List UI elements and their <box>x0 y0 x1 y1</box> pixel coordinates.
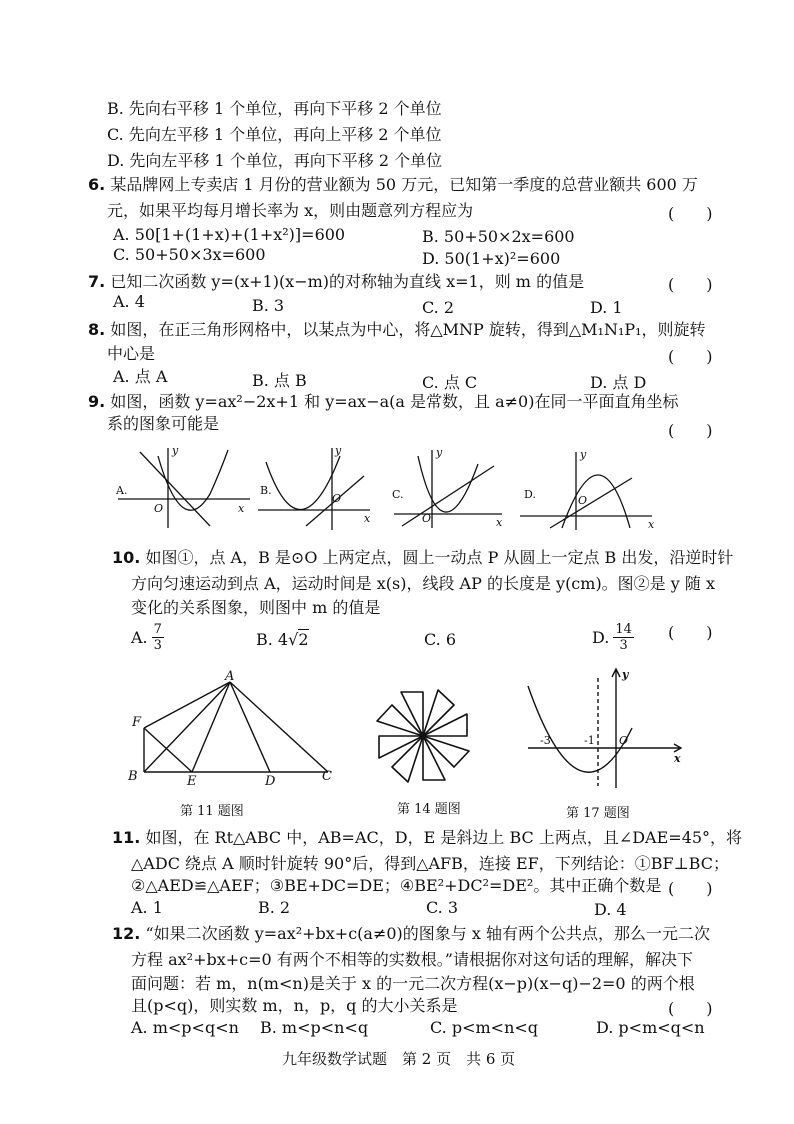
q9-number: 9. <box>88 392 106 411</box>
q11-option-b: B. 2 <box>258 898 291 917</box>
q6-stem-line1 <box>88 175 698 195</box>
q7-text-1: 已知二次函数 y=(x+1)(x−m)的对称轴为直线 x=1，则 m 的值是 <box>110 272 585 291</box>
q12-text-4: 且(p<q)，则实数 m，n，p，q 的大小关系是 <box>131 996 458 1015</box>
q9-d-label: D. <box>524 488 536 501</box>
fig14-pinwheel <box>368 688 478 784</box>
q7-stem-line1 <box>88 272 584 292</box>
fig11-seg-ae <box>192 682 230 772</box>
q7-option-a: A. 4 <box>113 292 145 311</box>
q10-d-denominator: 3 <box>619 638 628 653</box>
q12-option-d: D. p<m<q<n <box>596 1018 705 1037</box>
q8-text-2: 中心是 <box>107 344 156 363</box>
fig17-graph <box>520 664 690 792</box>
q12-number: 12. <box>112 924 141 943</box>
q8-option-c: C. 点 C <box>422 373 478 392</box>
q9-stem-line1 <box>88 392 678 412</box>
q6-option-a: A. 50[1+(1+x)+(1+x²)]=600 <box>113 225 346 244</box>
q10-a-fraction <box>152 622 164 653</box>
q10-d-prefix: D. <box>592 628 610 647</box>
fig17-y-label: y <box>622 668 629 681</box>
q9-b-parabola <box>266 456 340 510</box>
q12-option-a: A. m<p<q<n <box>131 1018 239 1037</box>
fig11-label-f: F <box>132 715 142 730</box>
q7-option-c: C. 2 <box>422 298 455 317</box>
q9-graphs <box>110 442 670 530</box>
q9-c-parabola <box>418 456 478 512</box>
q9-text-2: 系的图象可能是 <box>107 414 220 433</box>
q9-a-label: A. <box>116 484 128 497</box>
q12-option-c: C. p<m<n<q <box>430 1018 539 1037</box>
q9-d-x-label: x <box>648 518 655 530</box>
fig11-label-b: B <box>128 769 138 784</box>
q10-option-c: C. 6 <box>424 630 457 649</box>
q11-option-d: D. 4 <box>594 900 627 919</box>
fig17-tick-m3: -3 <box>540 734 551 747</box>
q9-a-line <box>140 452 210 526</box>
fig11-seg-ad <box>230 682 270 772</box>
q9-text-1: 如图，函数 y=ax²−2x+1 和 y=ax−a(a 是常数，且 a≠0)在同一平面直角坐标 <box>110 392 679 411</box>
q6-option-d: D. 50(1+x)²=600 <box>422 249 561 268</box>
q10-answer-paren: ( ) <box>668 623 713 642</box>
q6-text-1: 某品牌网上专卖店 1 月份的营业额为 50 万元，已知第一季度的总营业额共 600 万 <box>110 175 698 194</box>
q6-answer-paren: ( ) <box>668 204 713 223</box>
q9-d-y-label: y <box>580 448 587 461</box>
q6-option-b: B. 50+50×2x=600 <box>422 227 575 246</box>
q12-option-b: B. m<p<n<q <box>260 1018 369 1037</box>
q10-text-1: 如图①，点 A，B 是⊙O 上两定点，圆上一动点 P 从圆上一定点 B 出发，沿逆时针 <box>145 548 734 567</box>
q11-text-2: △ADC 绕点 A 顺时针旋转 90°后，得到△AFB，连接 EF，下列结论：①BF⊥BC； <box>131 854 729 873</box>
q10-option-b <box>256 630 309 649</box>
q9-c-label: C. <box>392 488 404 501</box>
q5-option-c: C. 先向左平移 1 个单位，再向上平移 2 个单位 <box>107 125 442 144</box>
fig11-caption: 第 11 题图 <box>180 804 244 819</box>
q11-text-1: 如图，在 Rt△ABC 中，AB=AC，D，E 是斜边上 BC 上两点，且∠DAE=45°，将 <box>145 828 743 847</box>
q11-stem-line1 <box>112 828 742 848</box>
q12-text-2: 方程 ax²+bx+c=0 有两个不相等的实数根。”请根据你对这句话的理解，解决下 <box>131 950 693 969</box>
q9-d-line <box>550 478 632 528</box>
q11-number: 11. <box>112 828 141 847</box>
q8-text-1: 如图，在正三角形网格中，以某点为中心，将△MNP 旋转，得到△M₁N₁P₁，则旋转 <box>110 320 706 339</box>
fig11-triangle <box>124 668 346 786</box>
q10-d-fraction <box>613 622 634 653</box>
q10-option-d <box>592 622 634 653</box>
q9-graph-d <box>520 452 652 530</box>
fig17-tick-m1: -1 <box>584 734 595 747</box>
q9-c-origin: O <box>422 512 432 525</box>
q9-graph-a <box>118 448 250 528</box>
q9-b-origin: O <box>332 492 342 505</box>
sqrt-icon: √ <box>288 630 299 649</box>
q7-option-b: B. 3 <box>252 296 285 315</box>
q9-c-line <box>402 466 494 526</box>
q9-a-x-label: x <box>238 502 245 515</box>
q5-option-d: D. 先向左平移 1 个单位，再向下平移 2 个单位 <box>107 151 443 170</box>
q7-answer-paren: ( ) <box>668 275 713 294</box>
q9-b-label: B. <box>260 484 272 497</box>
q9-b-y-label: y <box>335 444 342 457</box>
fig11-label-c: C <box>322 769 332 784</box>
q9-graph-b <box>258 448 370 530</box>
q10-b-prefix: B. 4 <box>256 630 289 649</box>
q12-text-3: 面问题：若 m，n(m<n)是关于 x 的一元二次方程(x−p)(x−q)−2=0 的两个根 <box>131 974 695 993</box>
q7-option-d: D. 1 <box>590 298 623 317</box>
q10-stem-line1 <box>112 548 733 568</box>
q7-number: 7. <box>88 272 106 291</box>
fig17-caption: 第 17 题图 <box>566 806 630 821</box>
q9-c-y-label: y <box>436 446 443 459</box>
q9-b-x-label: x <box>364 512 371 525</box>
q6-number: 6. <box>88 175 106 194</box>
q11-text-3: ②△AED≌△AEF；③BE+DC=DE；④BE²+DC²=DE²。其中正确个数是 <box>131 876 662 895</box>
q9-graph-c <box>394 450 502 528</box>
q8-number: 8. <box>88 320 106 339</box>
q8-option-d: D. 点 D <box>590 373 647 392</box>
q10-option-a <box>131 622 164 653</box>
q12-stem-line1 <box>112 924 710 944</box>
q11-answer-paren: ( ) <box>668 879 713 898</box>
q10-text-2: 方向匀速运动到点 A，运动时间是 x(s)，线段 AP 的长度是 y(cm)。图②是 y 随 x <box>131 574 716 593</box>
q11-option-c: C. 3 <box>426 898 459 917</box>
q10-a-denominator: 3 <box>153 638 162 653</box>
q6-text-2: 元，如果平均每月增长率为 x，则由题意列方程应为 <box>107 201 474 220</box>
q5-option-b: B. 先向右平移 1 个单位，再向下平移 2 个单位 <box>107 99 442 118</box>
page-footer: 九年级数学试题 第 2 页 共 6 页 <box>282 1050 516 1068</box>
q8-option-a: A. 点 A <box>113 367 168 386</box>
fig14-caption: 第 14 题图 <box>397 802 461 817</box>
q10-b-radicand: 2 <box>298 630 309 649</box>
fig11-label-e: E <box>187 774 197 786</box>
q8-option-b: B. 点 B <box>252 371 307 390</box>
q9-d-parabola <box>562 475 630 528</box>
q8-stem-line1 <box>88 320 706 340</box>
fig11-seg-fa <box>144 682 230 728</box>
q8-answer-paren: ( ) <box>668 347 713 366</box>
fig17-origin: O <box>619 734 629 747</box>
fig11-label-d: D <box>265 774 276 786</box>
q12-text-1: “如果二次函数 y=ax²+bx+c(a≠0)的图象与 x 轴有两个公共点，那么一元二次 <box>145 924 710 943</box>
q9-d-origin: O <box>578 494 588 507</box>
q9-answer-paren: ( ) <box>668 421 713 440</box>
q9-a-origin: O <box>154 502 164 515</box>
q9-c-x-label: x <box>496 516 503 529</box>
q9-a-y-label: y <box>172 444 179 457</box>
q10-a-prefix: A. <box>131 628 148 647</box>
fig11-side-ac <box>230 682 328 772</box>
q11-option-a: A. 1 <box>131 898 163 917</box>
fig17-x-label: x <box>674 752 681 765</box>
fig11-side-ab <box>144 682 230 772</box>
q10-d-numerator: 14 <box>615 622 632 637</box>
q6-option-c: C. 50+50×3x=600 <box>113 245 266 264</box>
q12-answer-paren: ( ) <box>668 999 713 1018</box>
q10-a-numerator: 7 <box>153 622 162 637</box>
fig11-label-a: A <box>225 669 235 684</box>
q10-text-3: 变化的关系图象，则图中 m 的值是 <box>131 598 381 617</box>
q10-number: 10. <box>112 548 141 567</box>
